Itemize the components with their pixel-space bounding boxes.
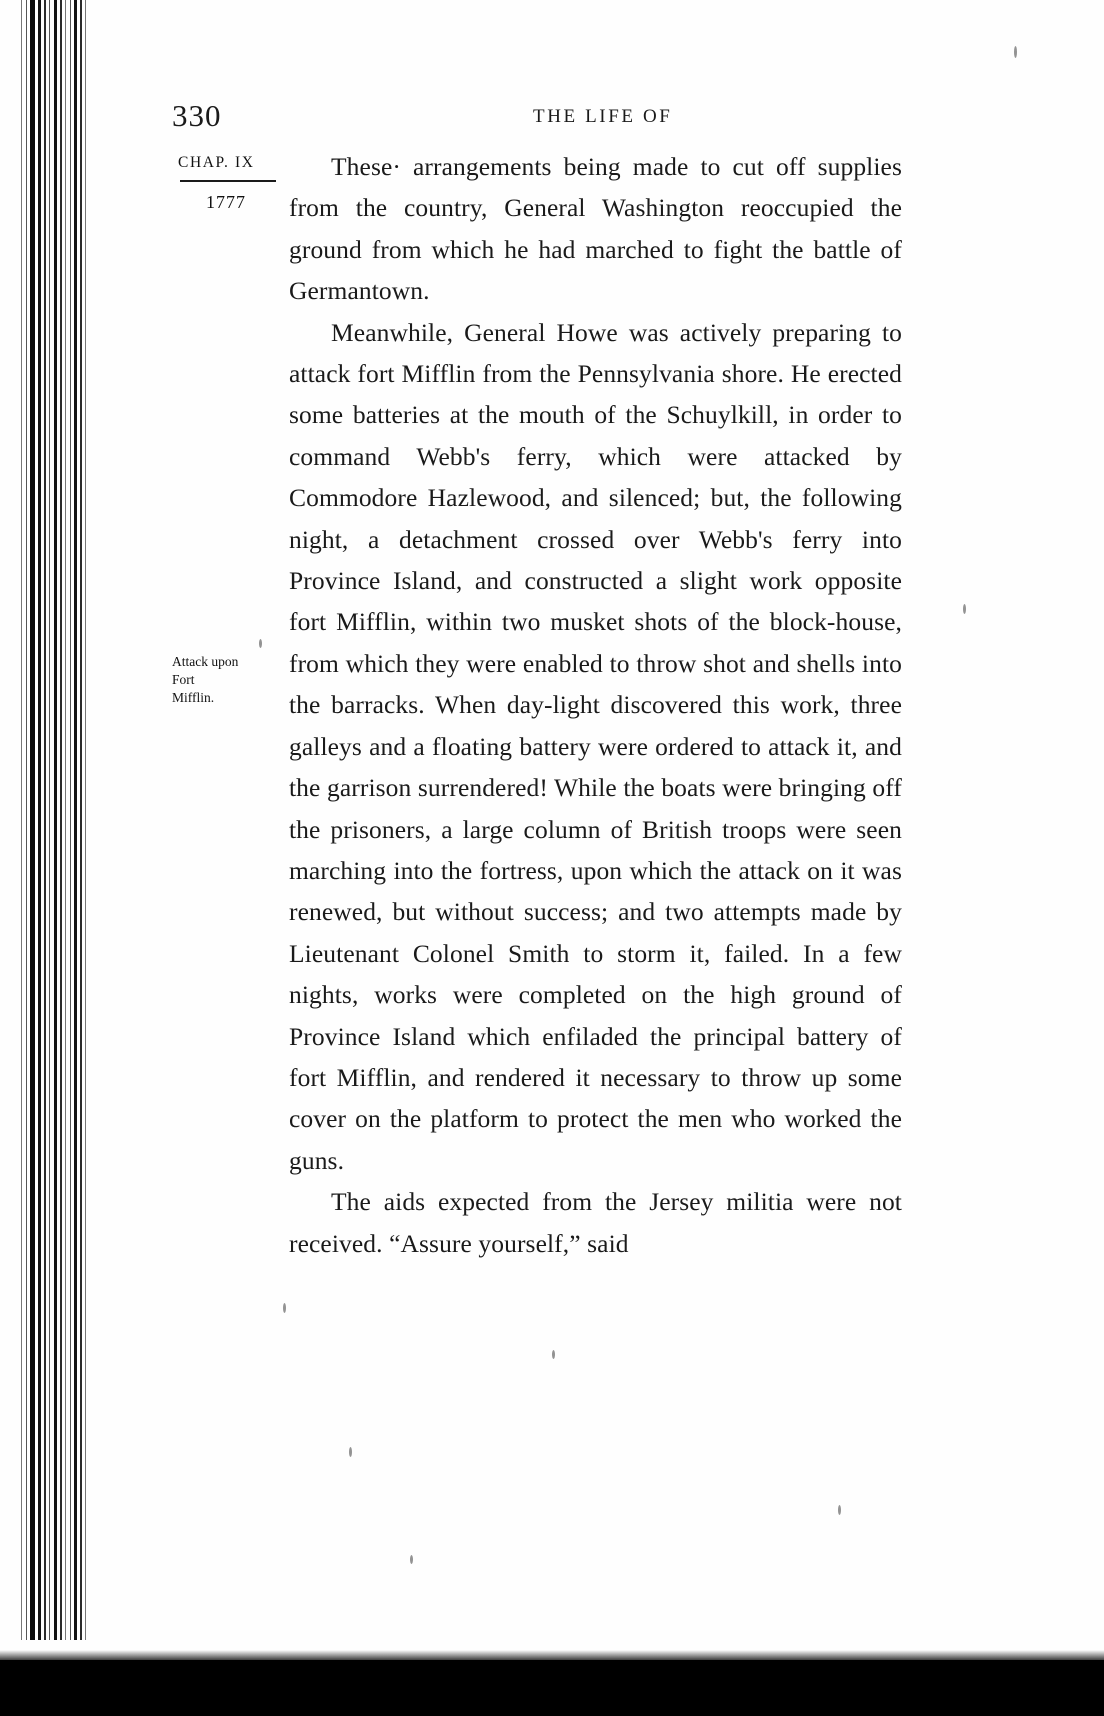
scan-speck (410, 1555, 413, 1564)
scan-speck (552, 1350, 555, 1359)
margin-year-label: 1777 (206, 192, 246, 212)
scan-speck (283, 1303, 286, 1313)
margin-side-note-line-2: Fort (172, 672, 195, 687)
binding-gutter-artifact (0, 0, 90, 1640)
running-head: THE LIFE OF (533, 106, 673, 127)
scan-speck (838, 1505, 841, 1515)
body-text-column (289, 146, 902, 1264)
page-number: 330 (172, 98, 222, 133)
scan-speck (259, 639, 262, 648)
body-paragraph-3: The aids expected from the Jersey militia were not received. “Assure yourself,” said (289, 1187, 902, 1258)
page-bottom-binding (0, 1660, 1104, 1716)
scan-speck (1014, 46, 1017, 58)
margin-side-note (172, 653, 292, 707)
body-paragraph-1: These· arrangements being made to cut off supplies from the country, General Washington reoccupied the ground from which he had marched to fight the battle of Germantown. (289, 152, 902, 306)
page-edge-shadow (0, 1650, 1104, 1660)
margin-side-note-line-3: Mifflin. (172, 690, 215, 705)
margin-chapter-label: CHAP. IX (178, 154, 255, 171)
margin-rule (180, 180, 276, 182)
margin-side-note-line-1: Attack upon (172, 654, 239, 669)
body-paragraph-2: Meanwhile, General Howe was actively preparing to attack fort Mifflin from the Pennsylvania shore. He erected some batteries at the mouth of the Schuylkill, in order to command Webb's ferry, which were attacked by Commodore Hazlewood, and silenced; but, the following night, a detachment crossed over Webb's ferry into Province Island, and constructed a slight work opposite fort Mifflin, within two musket shots of the block-house, from which they were enabled to throw shot and shells into the barracks. When day-light discovered this work, three galleys and a floating battery were ordered to attack it, and the garrison surrendered! While the boats were bringing off the prisoners, a large column of British troops were seen marching into the fortress, upon which the attack on it was renewed, but without success; and two attempts made by Lieutenant Colonel Smith to storm it, failed. In a few nights, works were completed on the high ground of Province Island which enfiladed the principal battery of fort Mifflin, and rendered it necessary to throw up some cover on the platform to protect the men who worked the guns. (289, 317, 902, 1175)
scan-speck (349, 1447, 352, 1457)
scan-speck (963, 604, 966, 614)
